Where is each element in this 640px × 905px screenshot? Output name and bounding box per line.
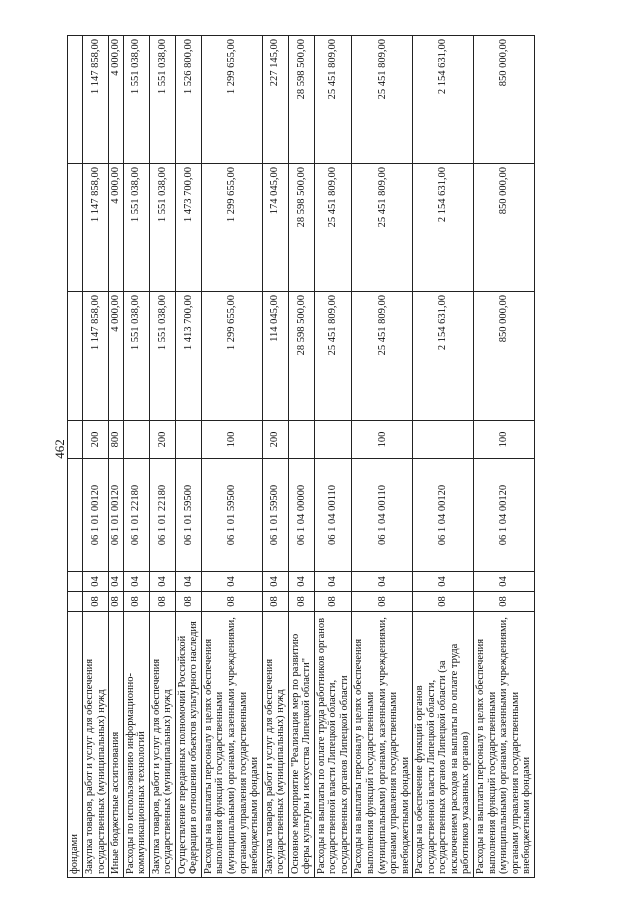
expense-type-code [288, 421, 314, 459]
row-name: Расходы по использованию информационно-коммуникационных технологий [123, 612, 149, 878]
amount-year-2: 1 551 038,00 [149, 164, 175, 292]
table-row [201, 36, 262, 878]
rotated-page [67, 36, 580, 878]
amount-year-1: 114 045,00 [262, 292, 288, 421]
row-name: Иные бюджетные ассигнования [109, 612, 124, 878]
amount-year-3: 1 526 800,00 [175, 36, 201, 164]
amount-year-2: 1 299 655,00 [201, 164, 262, 292]
row-name: Закупка товаров, работ и услуг для обеспечения государственных (муниципальных) нужд [262, 612, 288, 878]
table-row [352, 36, 413, 878]
table-row [262, 36, 288, 878]
subsection-code: 04 [123, 572, 149, 592]
subsection-code: 04 [175, 572, 201, 592]
budget-table [67, 35, 535, 878]
amount-year-3: 1 299 655,00 [201, 36, 262, 164]
amount-year-2: 174 045,00 [262, 164, 288, 292]
subsection-code: 04 [109, 572, 124, 592]
target-article-code: 06 1 01 00120 [109, 459, 124, 572]
subsection-code: 04 [83, 572, 109, 592]
amount-year-3: 1 551 038,00 [123, 36, 149, 164]
subsection-code: 04 [149, 572, 175, 592]
amount-year-2 [68, 164, 83, 292]
amount-year-1: 1 299 655,00 [201, 292, 262, 421]
target-article-code: 06 1 01 59500 [175, 459, 201, 572]
amount-year-1: 1 551 038,00 [149, 292, 175, 421]
expense-type-code: 200 [262, 421, 288, 459]
amount-year-1 [68, 292, 83, 421]
amount-year-1: 850 000,00 [473, 292, 534, 421]
table-row [175, 36, 201, 878]
section-code: 08 [288, 592, 314, 612]
row-name: Расходы на обеспечение функций органов государственной власти Липецкой области, государственных органов Липецкой области (за исключением расходов на выплаты по оплате труда работников указанных органов) [413, 612, 474, 878]
table-row [68, 36, 83, 878]
amount-year-2: 25 451 809,00 [352, 164, 413, 292]
subsection-code [68, 572, 83, 592]
section-code: 08 [123, 592, 149, 612]
expense-type-code [68, 421, 83, 459]
expense-type-code: 200 [83, 421, 109, 459]
expense-type-code [314, 421, 352, 459]
amount-year-2: 4 000,00 [109, 164, 124, 292]
subsection-code: 04 [352, 572, 413, 592]
amount-year-3: 4 000,00 [109, 36, 124, 164]
target-article-code: 06 1 04 00120 [413, 459, 474, 572]
amount-year-3 [68, 36, 83, 164]
amount-year-2: 2 154 631,00 [413, 164, 474, 292]
row-name: Осуществление переданных полномочий Российской Федерации в отношении объектов культурного наследия [175, 612, 201, 878]
expense-type-code: 200 [149, 421, 175, 459]
target-article-code: 06 1 01 22180 [149, 459, 175, 572]
expense-type-code [175, 421, 201, 459]
subsection-code: 04 [262, 572, 288, 592]
row-name: Закупка товаров, работ и услуг для обеспечения государственных (муниципальных) нужд [149, 612, 175, 878]
section-code: 08 [201, 592, 262, 612]
amount-year-1: 4 000,00 [109, 292, 124, 421]
expense-type-code [123, 421, 149, 459]
section-code: 08 [262, 592, 288, 612]
row-name: Основное мероприятие "Реализация мер по развитию сферы культуры и искусства Липецкой области" [288, 612, 314, 878]
table-row [314, 36, 352, 878]
expense-type-code: 800 [109, 421, 124, 459]
amount-year-3: 1 551 038,00 [149, 36, 175, 164]
page-number: 462 [52, 439, 67, 459]
subsection-code: 04 [413, 572, 474, 592]
target-article-code: 06 1 04 00000 [288, 459, 314, 572]
amount-year-2: 1 473 700,00 [175, 164, 201, 292]
amount-year-3: 227 145,00 [262, 36, 288, 164]
target-article-code: 06 1 01 59500 [201, 459, 262, 572]
row-name: Закупка товаров, работ и услуг для обеспечения государственных (муниципальных) нужд [83, 612, 109, 878]
target-article-code: 06 1 04 00110 [352, 459, 413, 572]
subsection-code: 04 [314, 572, 352, 592]
amount-year-1: 1 551 038,00 [123, 292, 149, 421]
section-code: 08 [314, 592, 352, 612]
table-row [83, 36, 109, 878]
amount-year-3: 1 147 858,00 [83, 36, 109, 164]
subsection-code: 04 [473, 572, 534, 592]
section-code [68, 592, 83, 612]
amount-year-2: 28 598 500,00 [288, 164, 314, 292]
table-row [288, 36, 314, 878]
amount-year-2: 850 000,00 [473, 164, 534, 292]
subsection-code: 04 [201, 572, 262, 592]
amount-year-1: 1 147 858,00 [83, 292, 109, 421]
amount-year-3: 25 451 809,00 [314, 36, 352, 164]
target-article-code: 06 1 01 00120 [83, 459, 109, 572]
target-article-code: 06 1 01 22180 [123, 459, 149, 572]
table-row [413, 36, 474, 878]
section-code: 08 [352, 592, 413, 612]
section-code: 08 [473, 592, 534, 612]
table-row [109, 36, 124, 878]
row-name: Расходы на выплаты персоналу в целях обеспечения выполнения функций государственными (муниципальными) органами, казенными учреждениями, органами управления государственными внебюджетными фондами [352, 612, 413, 878]
expense-type-code: 100 [473, 421, 534, 459]
section-code: 08 [175, 592, 201, 612]
amount-year-2: 25 451 809,00 [314, 164, 352, 292]
amount-year-3: 850 000,00 [473, 36, 534, 164]
table-row [123, 36, 149, 878]
row-name: Расходы на выплаты персоналу в целях обеспечения выполнения функций государственными (муниципальными) органами, казенными учреждениями, органами управления государственными внебюджетными фондами [473, 612, 534, 878]
target-article-code: 06 1 04 00110 [314, 459, 352, 572]
section-code: 08 [83, 592, 109, 612]
row-name: Расходы на выплаты по оплате труда работников органов государственной власти Липецкой области, государственных органов Липецкой области [314, 612, 352, 878]
expense-type-code [413, 421, 474, 459]
section-code: 08 [149, 592, 175, 612]
amount-year-1: 25 451 809,00 [314, 292, 352, 421]
amount-year-1: 25 451 809,00 [352, 292, 413, 421]
amount-year-1: 28 598 500,00 [288, 292, 314, 421]
section-code: 08 [109, 592, 124, 612]
target-article-code [68, 459, 83, 572]
amount-year-3: 28 598 500,00 [288, 36, 314, 164]
target-article-code: 06 1 04 00120 [473, 459, 534, 572]
subsection-code: 04 [288, 572, 314, 592]
amount-year-2: 1 551 038,00 [123, 164, 149, 292]
row-name: Расходы на выплаты персоналу в целях обеспечения выполнения функций государственными (муниципальными) органами, казенными учреждениями, органами управления государственными внебюджетными фондами [201, 612, 262, 878]
target-article-code: 06 1 01 59500 [262, 459, 288, 572]
amount-year-1: 1 413 700,00 [175, 292, 201, 421]
row-name: фондами [68, 612, 83, 878]
amount-year-3: 2 154 631,00 [413, 36, 474, 164]
amount-year-3: 25 451 809,00 [352, 36, 413, 164]
expense-type-code: 100 [201, 421, 262, 459]
expense-type-code: 100 [352, 421, 413, 459]
amount-year-2: 1 147 858,00 [83, 164, 109, 292]
amount-year-1: 2 154 631,00 [413, 292, 474, 421]
section-code: 08 [413, 592, 474, 612]
table-row [149, 36, 175, 878]
table-row [473, 36, 534, 878]
